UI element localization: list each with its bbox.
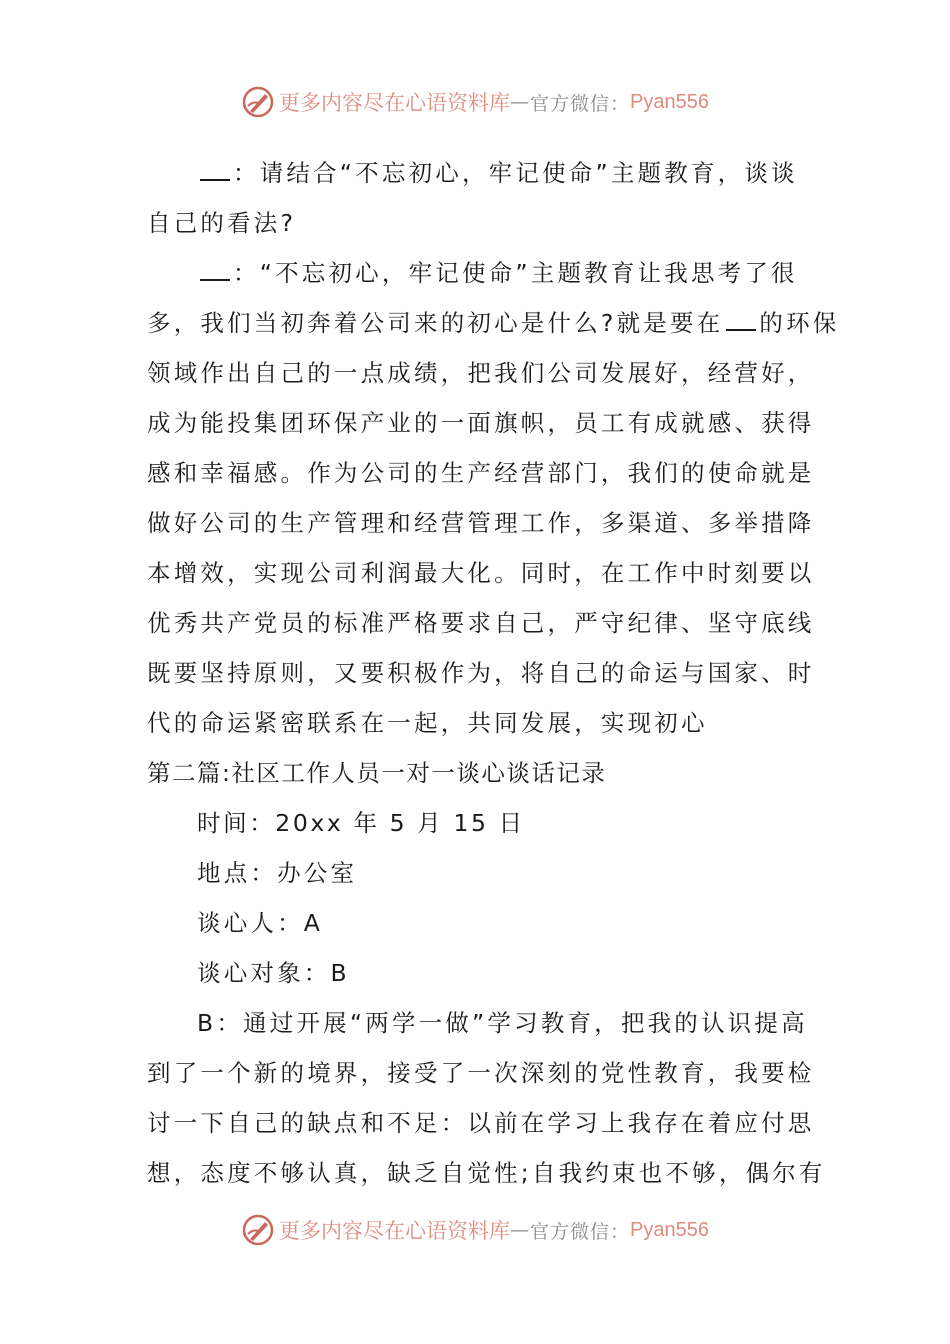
pen-logo-icon (241, 1213, 275, 1247)
answer-line: 优秀共产党员的标准严格要求自己，严守纪律、坚守底线 (147, 609, 815, 637)
question-line (147, 148, 807, 198)
document-body (147, 148, 840, 1198)
blank-underline (200, 259, 230, 281)
banner-brand: Pyan556 (630, 90, 709, 113)
banner-left-text: 更多内容尽在心语资料库 (279, 1219, 510, 1243)
record-target: 谈心对象：B (197, 959, 350, 987)
question-line: 自己的看法? (147, 209, 297, 237)
section-heading: 第二篇:社区工作人员一对一谈心谈话记录 (147, 759, 607, 787)
answer-line (147, 298, 840, 348)
banner-right-text: 官方微信： (530, 1220, 631, 1243)
answer-text: ：“不忘初心，牢记使命”主题教育让我思考了很 (233, 259, 798, 287)
answer-line: 做好公司的生产管理和经营管理工作，多渠道、多举措降 (147, 509, 815, 537)
statement-line: 到了一个新的境界，接受了一次深刻的党性教育，我要检 (147, 1059, 815, 1087)
answer-line: 代的命运紧密联系在一起，共同发展，实现初心 (147, 709, 708, 737)
banner-brand: Pyan556 (630, 1218, 709, 1241)
statement-line: B：通过开展“两学一做”学习教育，把我的认识提高 (197, 1009, 808, 1037)
record-talker: 谈心人：A (197, 909, 324, 937)
question-text: ：请结合“不忘初心，牢记使命”主题教育，谈谈 (233, 159, 798, 187)
header-banner (0, 82, 950, 122)
blank-underline (200, 159, 230, 181)
answer-line: 感和幸福感。作为公司的生产经营部门，我们的使命就是 (147, 459, 815, 487)
answer-line: 成为能投集团环保产业的一面旗帜，员工有成就感、获得 (147, 409, 815, 437)
answer-line: 领域作出自己的一点成绩，把我们公司发展好，经营好， (147, 359, 815, 387)
footer-banner (0, 1210, 950, 1250)
answer-line (147, 248, 807, 298)
answer-text: 多，我们当初奔着公司来的初心是什么?就是要在 (147, 309, 724, 337)
banner-dash: — (510, 1219, 530, 1241)
banner-right-text: 官方微信： (530, 92, 631, 115)
banner-left-text: 更多内容尽在心语资料库 (279, 91, 510, 115)
record-place: 地点：办公室 (197, 859, 358, 887)
banner-dash: — (510, 91, 530, 113)
record-time: 时间：20xx 年 5 月 15 日 (197, 809, 525, 837)
answer-line: 既要坚持原则，又要积极作为，将自己的命运与国家、时 (147, 659, 815, 687)
statement-line: 想，态度不够认真，缺乏自觉性;自我约束也不够，偶尔有 (147, 1159, 826, 1187)
pen-logo-icon (241, 85, 275, 119)
answer-line: 本增效，实现公司利润最大化。同时，在工作中时刻要以 (147, 559, 815, 587)
answer-text: 的环保 (759, 309, 840, 337)
blank-underline (726, 309, 756, 331)
statement-line: 讨一下自己的缺点和不足：以前在学习上我存在着应付思 (147, 1109, 815, 1137)
